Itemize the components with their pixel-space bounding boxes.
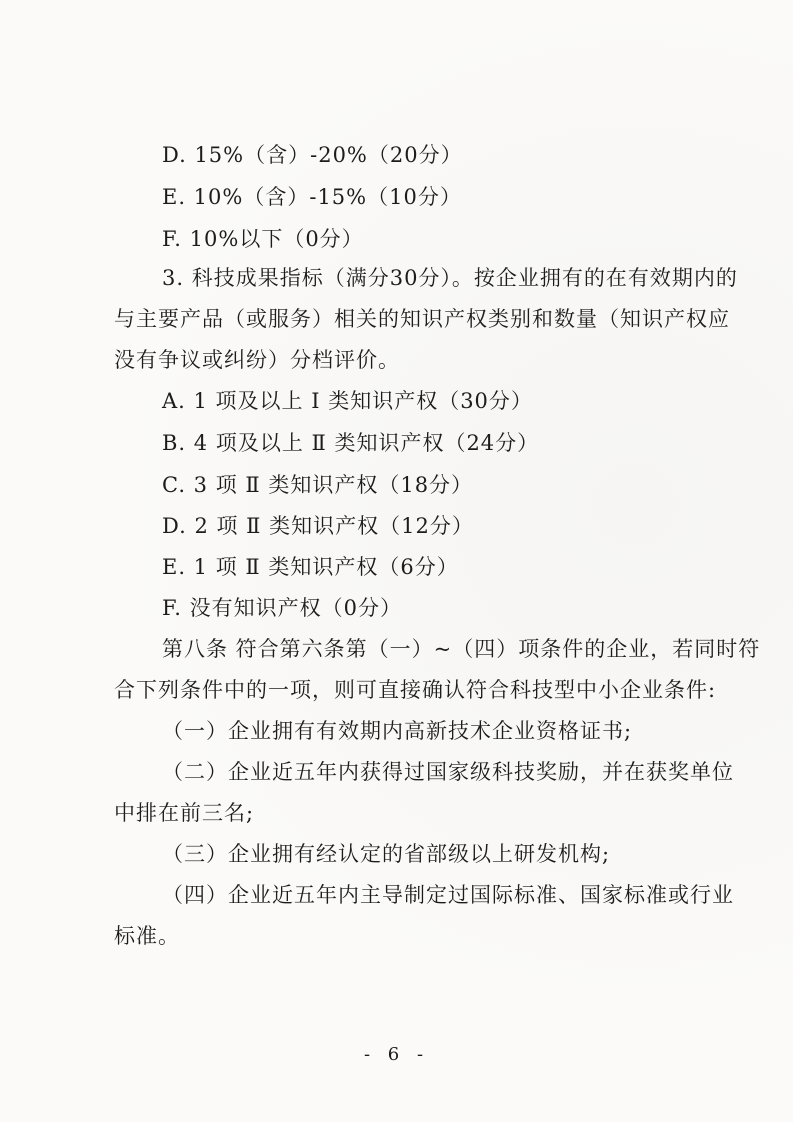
page-number: - 6 - xyxy=(363,1044,430,1065)
option-d-ip: D. 2 项 Ⅱ 类知识产权（12分） xyxy=(162,514,474,538)
article-8-line-2: 合下列条件中的一项，则可直接确认符合科技型中小企业条件: xyxy=(114,678,717,702)
condition-2-line-1: （二）企业近五年内获得过国家级科技奖励，并在获奖单位 xyxy=(162,760,734,784)
option-a-ip: A. 1 项及以上 Ⅰ 类知识产权（30分） xyxy=(162,389,533,413)
condition-2-line-2: 中排在前三名; xyxy=(114,801,255,825)
option-e-rnd-ratio: E. 10%（含）-15%（10分） xyxy=(162,185,462,209)
condition-4-line-2: 标准。 xyxy=(114,924,180,948)
condition-4-line-1: （四）企业近五年内主导制定过国际标准、国家标准或行业 xyxy=(162,883,734,907)
section-3-line-3: 没有争议或纠纷）分档评价。 xyxy=(114,348,400,372)
section-3-heading: 3. 科技成果指标（满分30分）。按企业拥有的在有效期内的 xyxy=(162,266,738,290)
option-f-rnd-ratio: F. 10%以下（0分） xyxy=(162,227,364,251)
article-8-line-1: 第八条 符合第六条第（一）~（四）项条件的企业，若同时符 xyxy=(162,637,761,661)
condition-1: （一）企业拥有有效期内高新技术企业资格证书; xyxy=(162,719,633,743)
option-e-ip: E. 1 项 Ⅱ 类知识产权（6分） xyxy=(162,555,459,579)
option-c-ip: C. 3 项 Ⅱ 类知识产权（18分） xyxy=(162,473,474,497)
condition-3: （三）企业拥有经认定的省部级以上研发机构; xyxy=(162,842,611,866)
section-3-line-2: 与主要产品（或服务）相关的知识产权类别和数量（知识产权应 xyxy=(114,307,730,331)
option-b-ip: B. 4 项及以上 Ⅱ 类知识产权（24分） xyxy=(162,431,540,455)
option-f-ip: F. 没有知识产权（0分） xyxy=(162,596,403,620)
option-d-rnd-ratio: D. 15%（含）-20%（20分） xyxy=(162,143,463,167)
